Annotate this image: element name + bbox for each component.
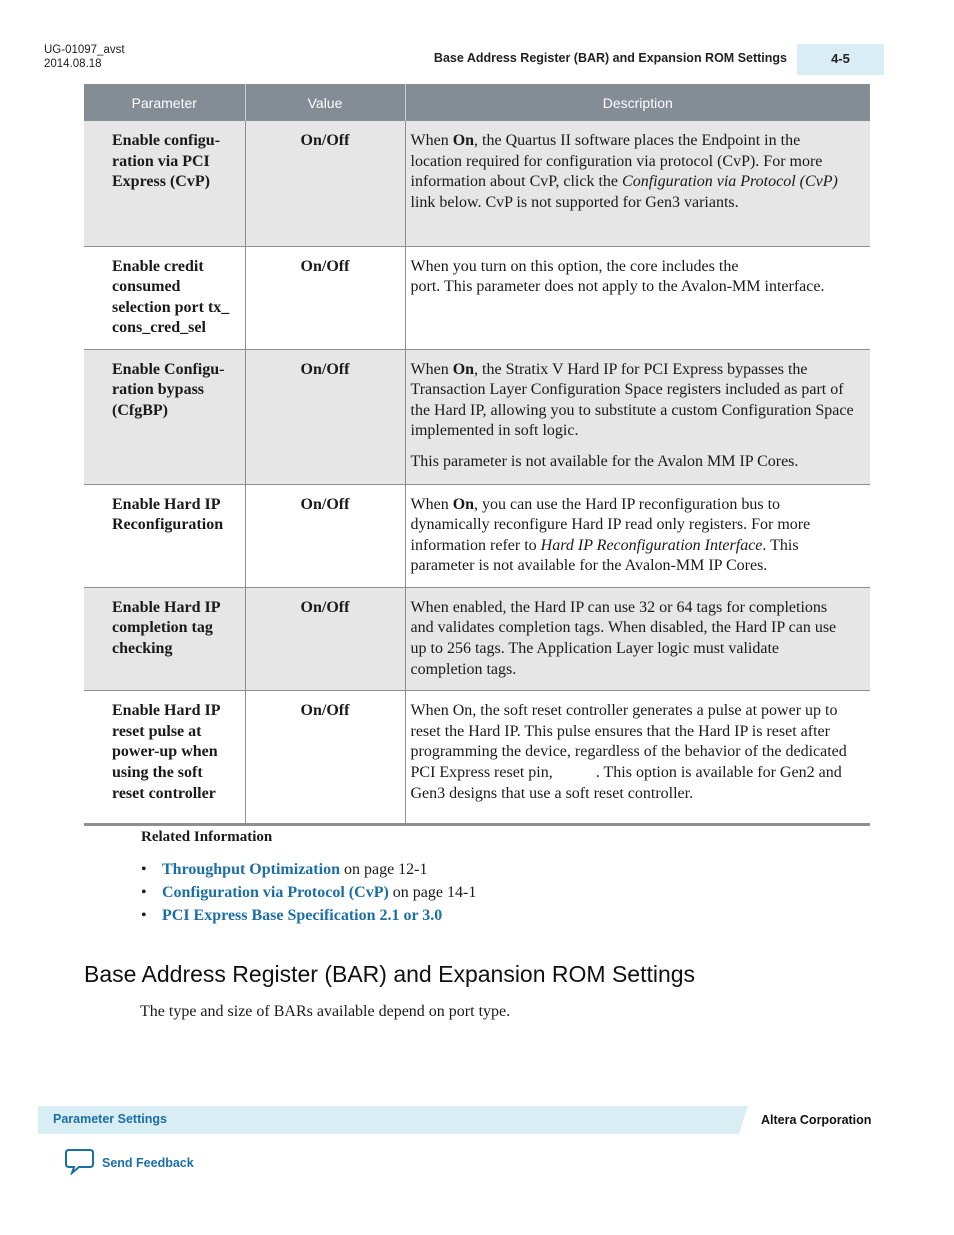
parameter-name-line: selection port tx_: [112, 298, 230, 316]
related-information-heading: Related Information: [141, 829, 273, 845]
column-header-value: Value: [245, 84, 405, 121]
related-link-page-ref: on page 14-1: [388, 884, 477, 901]
section-heading: Base Address Register (BAR) and Expansion ROM Settings: [84, 961, 696, 987]
parameter-value-cell: On/Off: [245, 484, 405, 587]
table-header-row: [84, 84, 870, 121]
feedback-speech-bubble-icon: [64, 1147, 95, 1180]
description-text: When: [410, 132, 453, 149]
parameter-description-cell: [405, 246, 870, 349]
related-link-item: [141, 858, 476, 881]
parameter-value-cell: On/Off: [245, 246, 405, 349]
parameter-description-cell: [405, 349, 870, 484]
description-text: link below. CvP is not supported for Gen3 variants.: [410, 193, 739, 211]
parameter-value-cell: On/Off: [245, 691, 405, 825]
parameter-name-line: ration bypass: [112, 381, 205, 399]
parameter-value-cell: On/Off: [245, 587, 405, 690]
parameter-name-cell: [84, 484, 245, 587]
description-text: Hard IP Reconfiguration Interface: [540, 536, 763, 554]
description-text: When enabled, the Hard IP can use 32 or 64 tags for completions and validates completion tags. When disabled, the Hard IP can use up to 256 tags. The Application Layer logic must validate completion tags.: [410, 598, 837, 678]
description-paragraph: [411, 701, 855, 804]
parameter-name-cell: [84, 587, 245, 690]
table-row: [84, 587, 870, 690]
table-row: [84, 691, 870, 825]
doc-number: UG-01097_avst: [44, 44, 125, 56]
parameter-value-cell: On/Off: [245, 349, 405, 484]
parameter-name-line: Enable Hard IP: [112, 598, 221, 616]
description-text: On: [452, 132, 475, 149]
table-row: [84, 349, 870, 484]
table-row: [84, 121, 870, 246]
table-row: [84, 484, 870, 587]
parameter-name-line: Enable configu-: [112, 132, 221, 149]
footer-company-name: Altera Corporation: [761, 1113, 872, 1127]
parameter-name-line: Reconfiguration: [112, 516, 224, 534]
description-paragraph: [411, 360, 855, 442]
related-link-pcie-spec[interactable]: PCI Express Base Specification 2.1 or 3.0: [162, 907, 443, 924]
document-id: [44, 43, 125, 71]
parameter-name-cell: [84, 349, 245, 484]
parameter-name-line: power-up when: [112, 743, 218, 761]
table-row: [84, 246, 870, 349]
related-link-item: [141, 881, 476, 904]
bullet-icon: •: [141, 861, 147, 878]
description-text: port. This parameter does not apply to the Avalon-MM interface.: [410, 278, 825, 296]
send-feedback-label[interactable]: Send Feedback: [102, 1156, 194, 1170]
parameter-name-line: completion tag: [112, 619, 213, 637]
column-header-description: Description: [405, 84, 870, 121]
parameter-name-line: cons_cred_sel: [112, 319, 206, 337]
description-text: Configuration via Protocol (CvP): [622, 173, 838, 191]
parameter-name-line: Express (CvP): [112, 173, 210, 191]
parameter-name-cell: [84, 246, 245, 349]
description-text: , the Quartus II software places the Endpoint in the location required for configuration via protocol (CvP). For more information about CvP, click the: [410, 132, 823, 191]
parameter-name-line: checking: [112, 640, 173, 658]
doc-date: 2014.08.18: [44, 58, 102, 70]
section-body-text: The type and size of BARs available depend on port type.: [140, 1003, 511, 1020]
parameter-name-line: ration via PCI: [112, 152, 210, 170]
description-text: . This option is available for Gen2 and Gen3 designs that use a soft reset controller.: [410, 764, 842, 802]
related-link-page-ref: on page 12-1: [339, 861, 428, 878]
description-text: When you turn on this option, the core includes the: [410, 257, 743, 275]
description-paragraph: [411, 131, 855, 213]
description-text: When: [410, 495, 453, 513]
parameter-name-line: Enable Hard IP: [112, 702, 221, 720]
description-paragraph: [411, 598, 855, 680]
related-links-list: [141, 858, 476, 927]
related-link-item: [141, 904, 476, 927]
parameter-description-cell: [405, 121, 870, 246]
page-number: 4-5: [831, 51, 850, 66]
page-number-box: [797, 44, 884, 75]
description-text: When: [410, 360, 453, 378]
signal-name: [557, 764, 596, 781]
bullet-icon: •: [141, 907, 147, 924]
parameter-name-line: reset pulse at: [112, 722, 202, 740]
parameter-description-cell: [405, 587, 870, 690]
parameter-value-cell: On/Off: [245, 121, 405, 246]
parameter-name-line: reset controller: [112, 784, 216, 802]
description-text: This parameter is not available for the Avalon MM IP Cores.: [410, 452, 799, 470]
parameter-name-line: Enable Hard IP: [112, 495, 221, 513]
description-text: When On, the soft reset controller generates a pulse at power up to reset the Hard IP. This pulse ensures that the Hard IP is reset after programming the device, regardless of the behavior of the dedicated PCI Express reset pin,: [410, 702, 847, 782]
table-body: [84, 121, 870, 825]
description-paragraph: [411, 257, 855, 298]
description-text: , the Stratix V Hard IP for PCI Express bypasses the Transaction Layer Configuration Space registers included as part of the Hard IP, allowing you to substitute a custom Configuration Space implemented in soft logic.: [410, 360, 854, 440]
parameter-name-line: consumed: [112, 278, 181, 296]
parameter-description-cell: [405, 484, 870, 587]
description-text: , you can use the Hard IP reconfiguration bus to dynamically reconfigure Hard IP read only registers. For more information refer to: [410, 495, 811, 554]
description-paragraph: [411, 495, 855, 577]
parameter-name-line: (CfgBP): [112, 401, 168, 419]
column-header-parameter: Parameter: [84, 84, 245, 121]
parameter-name-line: using the soft: [112, 764, 203, 782]
parameter-name-line: Enable credit: [112, 257, 204, 275]
description-text: . This parameter is not available for the Avalon-MM IP Cores.: [410, 536, 799, 575]
signal-name: [742, 258, 853, 275]
parameter-name-line: Enable Configu-: [112, 360, 225, 378]
description-text: On: [452, 495, 475, 513]
description-text: On: [452, 360, 475, 378]
related-link-cvp[interactable]: Configuration via Protocol (CvP): [162, 884, 389, 901]
parameter-name-cell: [84, 121, 245, 246]
parameter-name-cell: [84, 691, 245, 825]
running-title: Base Address Register (BAR) and Expansion ROM Settings: [433, 51, 787, 65]
bullet-icon: •: [141, 884, 147, 901]
footer-section-name: Parameter Settings: [53, 1112, 167, 1126]
parameter-table: [84, 84, 870, 826]
parameter-description-cell: [405, 691, 870, 825]
description-paragraph: [411, 452, 855, 473]
related-link-throughput[interactable]: Throughput Optimization: [162, 861, 340, 878]
send-feedback-link[interactable]: [64, 1148, 194, 1178]
